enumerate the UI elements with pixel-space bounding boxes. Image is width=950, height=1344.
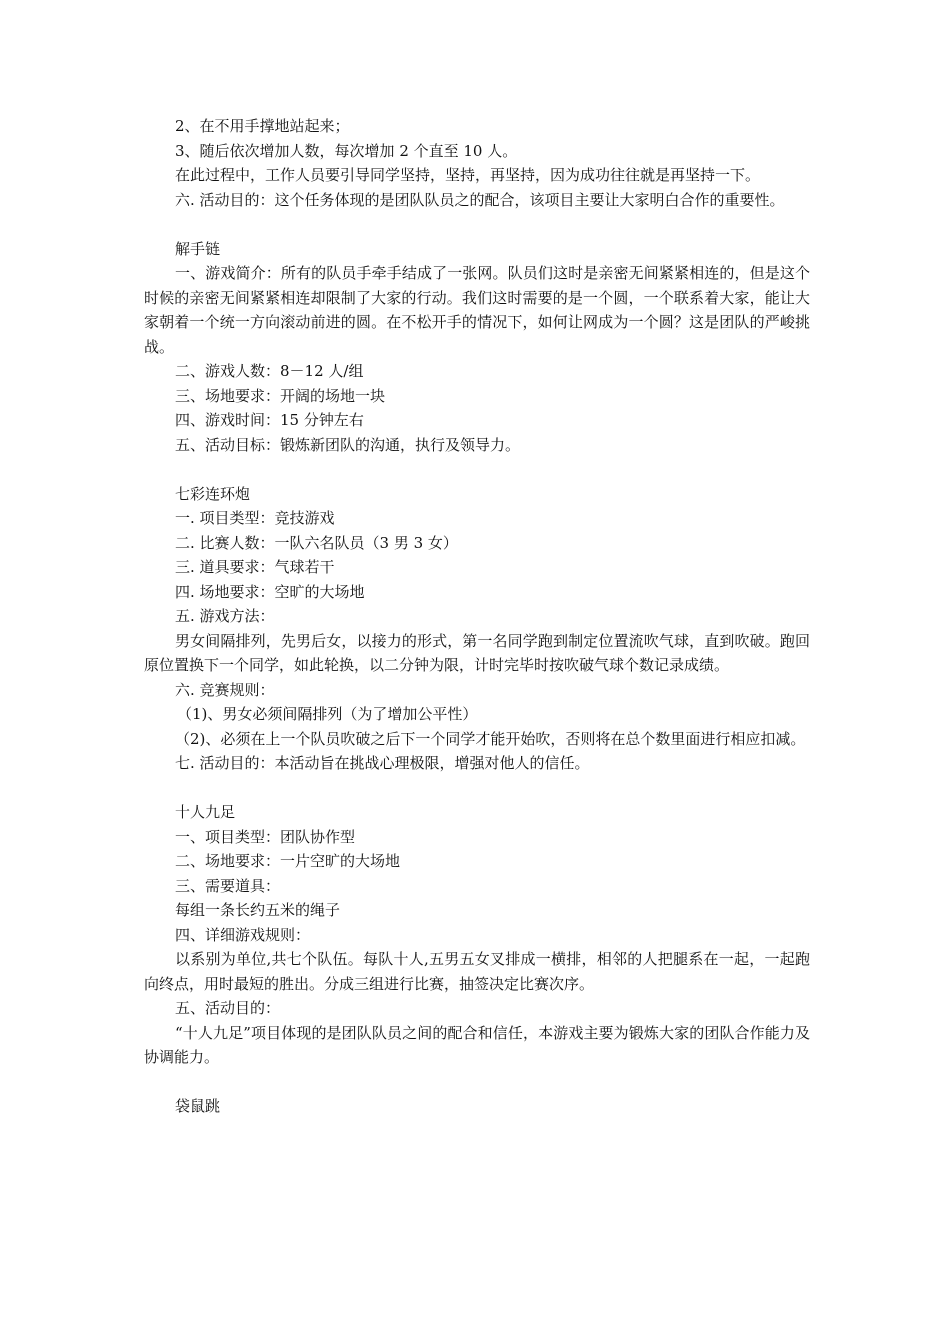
intro-line: 在此过程中，工作人员要引导同学坚持，坚持，再坚持，因为成功往往就是再坚持一下。 (175, 166, 761, 184)
spacer (144, 457, 810, 482)
list-item: 三、场地要求：开阔的场地一块 (175, 386, 386, 405)
list-item: 二. 比赛人数：一队六名队员（3 男 3 女） (175, 533, 458, 552)
list-item: 五、活动目标：锻炼新团队的沟通，执行及领导力。 (175, 435, 521, 454)
rules-paragraph: 以系别为单位,共七个队伍。每队十人,五男五女叉排成一横排，相邻的人把腿系在一起，一起跑向终点，用时最短的胜出。分成三组进行比赛，抽签决定比赛次序。 (144, 950, 810, 993)
section-title-jieshoulian: 解手链 (175, 239, 221, 258)
list-item: 二、游戏人数：8－12 人/组 (175, 362, 364, 380)
list-item: 四、详细游戏规则： (175, 925, 311, 944)
rule-item: （2)、必须在上一个队员吹破之后下一个同学才能开始吹，否则将在总个数里面进行相应扣减。 (175, 729, 806, 748)
spacer (144, 1070, 810, 1095)
rules-title: 六. 竞赛规则： (175, 680, 275, 699)
spacer (144, 776, 810, 801)
list-item: 四. 场地要求：空旷的大场地 (175, 582, 365, 601)
section-title-shiren: 十人九足 (175, 803, 236, 821)
list-item: 一. 项目类型：竞技游戏 (175, 509, 335, 527)
game-intro-paragraph: 一、游戏简介：所有的队员手牵手结成了一张网。队员们这时是亲密无间紧紧相连的，但是这个时候的亲密无间紧紧相连却限制了大家的行动。我们这时需要的是一个圆，一个联系着大家，能让大家朝着一个统一方向滚动前进的圆。在不松开手的情况下，如何让网成为一个圆？这是团队的严峻挑战。 (144, 264, 810, 356)
section-title-daishu: 袋鼠跳 (175, 1097, 221, 1115)
intro-line: 3、随后依次增加人数，每次增加 2 个直至 10 人。 (175, 141, 518, 160)
goal-line: 七. 活动目的：本活动旨在挑战心理极限，增强对他人的信任。 (175, 754, 590, 772)
list-item: 五. 游戏方法： (175, 607, 275, 625)
list-item: 一、项目类型：团队协作型 (175, 827, 356, 846)
document-page (144, 114, 810, 1119)
goal-title: 五、活动目的： (175, 999, 281, 1017)
list-item: 二、场地要求：一片空旷的大场地 (175, 852, 401, 870)
list-item: 三. 道具要求：气球若干 (175, 558, 335, 576)
section-title-qicai: 七彩连环炮 (175, 484, 251, 503)
list-item: 每组一条长约五米的绳子 (175, 901, 341, 919)
list-item: 四、游戏时间：15 分钟左右 (175, 411, 364, 429)
intro-line: 六. 活动目的：这个任务体现的是团队队员之的配合，该项目主要让大家明白合作的重要性。 (175, 190, 785, 209)
method-paragraph: 男女间隔排列，先男后女，以接力的形式，第一名同学跑到制定位置流吹气球，直到吹破。跑回原位置换下一个同学，如此轮换，以二分钟为限，计时完毕时按吹破气球个数记录成绩。 (144, 631, 810, 674)
goal-paragraph: “十人九足”项目体现的是团队队员之间的配合和信任，本游戏主要为锻炼大家的团队合作能力及协调能力。 (144, 1023, 810, 1066)
spacer (144, 212, 810, 237)
rule-item: （1)、男女必须间隔排列（为了增加公平性） (177, 705, 478, 723)
intro-line: 2、在不用手撑地站起来； (175, 117, 350, 135)
list-item: 三、需要道具： (175, 876, 281, 895)
